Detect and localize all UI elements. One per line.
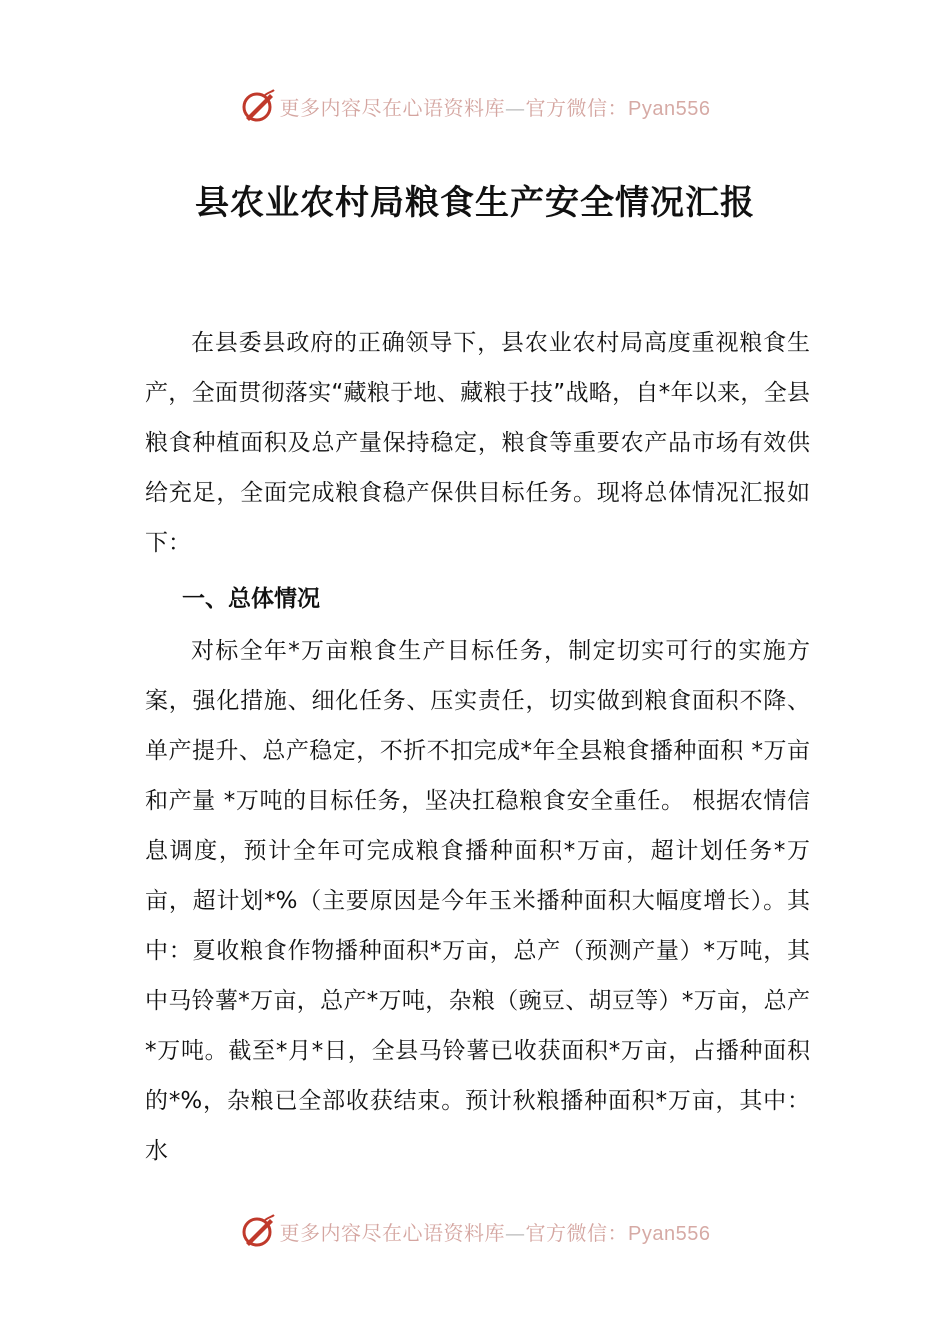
watermark-banner-bottom bbox=[0, 1211, 950, 1251]
intro-paragraph: 在县委县政府的正确领导下，县农业农村局高度重视粮食生产，全面贯彻落实“藏粮于地、藏粮于技”战略，自*年以来，全县粮食种植面积及总产量保持稳定，粮食等重要农产品市场有效供给充足，全面完成粮食稳产保供目标任务。现将总体情况汇报如下： bbox=[145, 330, 810, 556]
section-paragraph: 对标全年*万亩粮食生产目标任务，制定切实可行的实施方案，强化措施、细化任务、压实责任，切实做到粮食面积不降、单产提升、总产稳定，不折不扣完成*年全县粮食播种面积 *万亩和产量 *万吨的目标任务，坚决扛稳粮食安全重任。 根据农情信息调度，预计全年可完成粮食播种面积*万亩，超计划任务*万亩，超计划*%（主要原因是今年玉米播种面积大幅度增长）。其中：夏收粮食作物播种面积*万亩，总产（预测产量）*万吨，其中马铃薯*万亩，总产*万吨，杂粮（豌豆、胡豆等）*万亩，总产*万吨。截至*月*日，全县马铃薯已收获面积*万亩，占播种面积的*%，杂粮已全部收获结束。预计秋粮播种面积*万亩，其中：水 bbox=[145, 638, 810, 1164]
watermark-text: 更多内容尽在心语资料库—官方微信：Pyan556 bbox=[279, 95, 711, 120]
document-title: 县农业农村局粮食生产安全情况汇报 bbox=[195, 183, 755, 223]
watermark-banner-top bbox=[0, 86, 950, 126]
section-heading: 一、总体情况 bbox=[182, 586, 320, 612]
document-body bbox=[145, 318, 810, 1176]
watermark-text: 更多内容尽在心语资料库—官方微信：Pyan556 bbox=[279, 1220, 711, 1245]
pen-circle-logo-icon bbox=[240, 1213, 276, 1249]
pen-circle-logo-icon bbox=[240, 88, 276, 124]
